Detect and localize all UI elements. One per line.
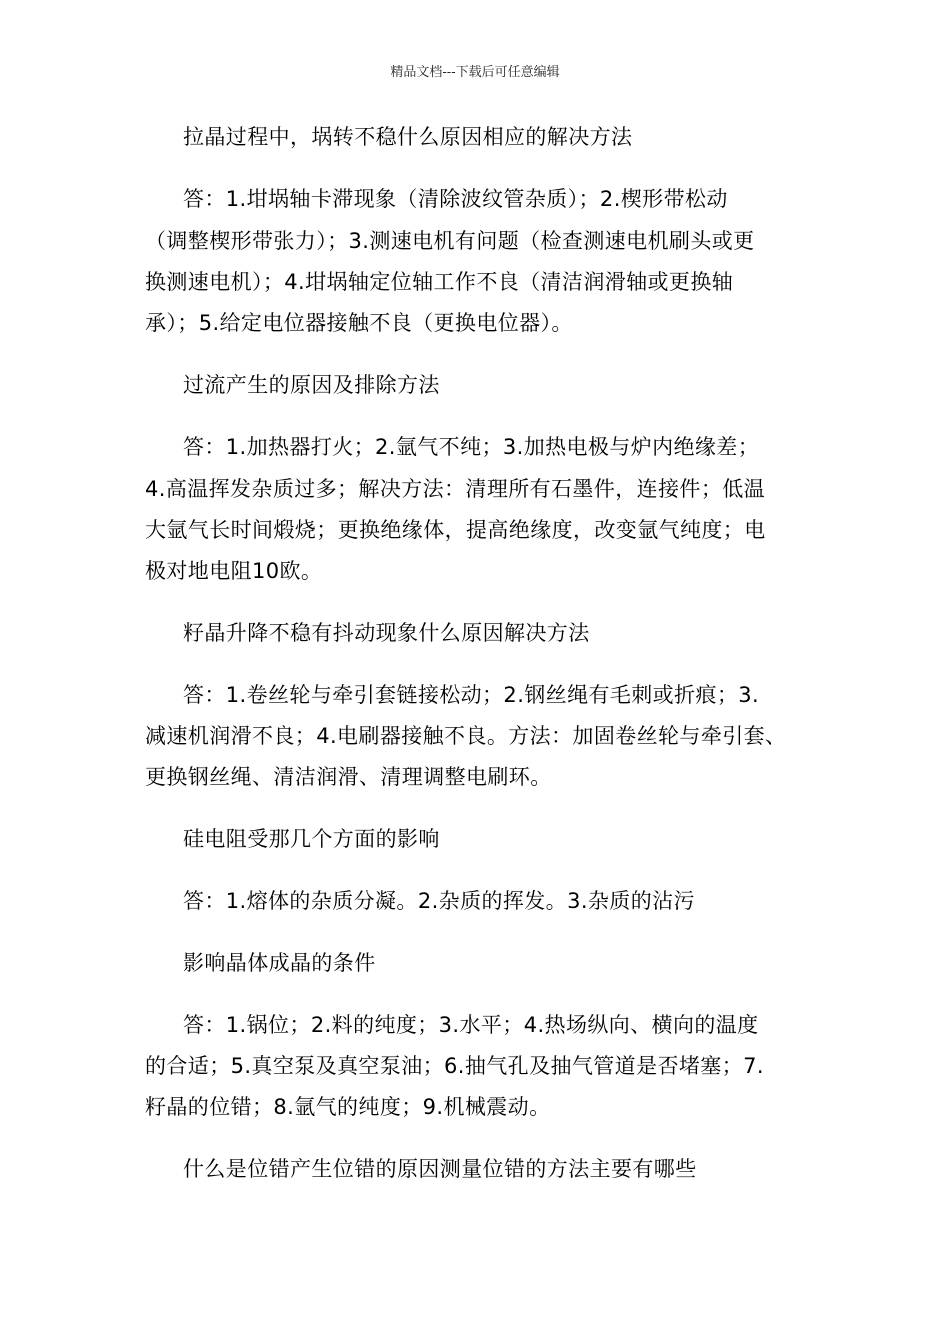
answer-line: 答：1.坩埚轴卡滞现象（清除波纹管杂质）；2.楔形带松动 xyxy=(183,187,728,211)
answer-line: 答：1.卷丝轮与牵引套链接松动；2.钢丝绳有毛刺或折痕；3. xyxy=(183,683,760,707)
question-heading: 过流产生的原因及排除方法 xyxy=(183,373,440,397)
answer-line: 减速机润滑不良；4.电刷器接触不良。方法：加固卷丝轮与牵引套、 xyxy=(145,724,787,748)
answer-line: 承）；5.给定电位器接触不良（更换电位器）。 xyxy=(145,311,573,335)
question-heading: 籽晶升降不稳有抖动现象什么原因解决方法 xyxy=(183,621,590,645)
answer-line: （调整楔形带张力）；3.测速电机有问题（检查测速电机刷头或更 xyxy=(145,229,755,253)
answer-line: 更换钢丝绳、清洁润滑、清理调整电刷环。 xyxy=(145,765,552,789)
answer-line: 答：1.加热器打火；2.氩气不纯；3.加热电极与炉内绝缘差； xyxy=(183,435,760,459)
question-heading: 拉晶过程中，埚转不稳什么原因相应的解决方法 xyxy=(183,125,633,149)
answer-line: 换测速电机）；4.坩埚轴定位轴工作不良（清洁润滑轴或更换轴 xyxy=(145,270,734,294)
answer-line: 的合适；5.真空泵及真空泵油；6.抽气孔及抽气管道是否堵塞；7. xyxy=(145,1054,764,1078)
answer-line: 籽晶的位错；8.氩气的纯度；9.机械震动。 xyxy=(145,1095,551,1119)
answer-line: 答：1.锅位；2.料的纯度；3.水平；4.热场纵向、横向的温度 xyxy=(183,1013,759,1037)
answer-line: 大氩气长时间煅烧；更换绝缘体，提高绝缘度，改变氩气纯度；电 xyxy=(145,518,766,542)
question-heading: 硅电阻受那几个方面的影响 xyxy=(183,827,440,851)
page-header: 精品文档---下载后可任意编辑 xyxy=(390,65,560,80)
answer-line: 4.高温挥发杂质过多；解决方法：清理所有石墨件，连接件；低温 xyxy=(145,477,766,501)
question-heading: 什么是位错产生位错的原因测量位错的方法主要有哪些 xyxy=(183,1157,697,1181)
question-heading: 影响晶体成晶的条件 xyxy=(183,951,376,975)
answer-line: 极对地电阻10欧。 xyxy=(145,559,323,583)
answer-line: 答：1.熔体的杂质分凝。2.杂质的挥发。3.杂质的沾污 xyxy=(183,889,695,913)
